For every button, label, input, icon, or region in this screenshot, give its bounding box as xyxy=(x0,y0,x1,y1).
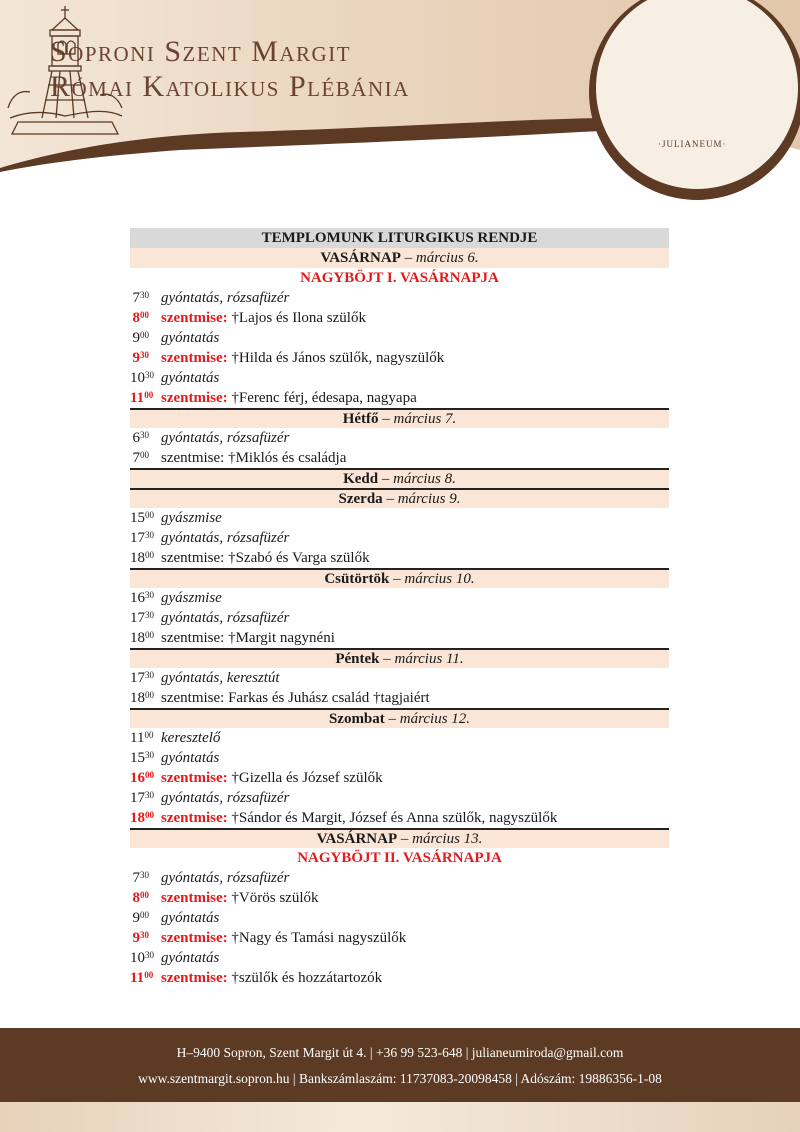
liturgical-schedule xyxy=(130,228,669,988)
time xyxy=(130,628,154,648)
time xyxy=(130,668,154,688)
time-hour: 15 xyxy=(130,510,145,526)
schedule-entry xyxy=(130,688,669,708)
entry-kind: gyóntatás, rózsafüzér xyxy=(161,530,290,546)
entry-kind: gyóntatás, keresztút xyxy=(161,670,280,686)
entry-kind: szentmise: xyxy=(161,350,228,366)
time-minute: 30 xyxy=(140,930,149,940)
time-hour: 16 xyxy=(130,590,145,606)
time-minute: 30 xyxy=(145,750,154,760)
schedule-entry xyxy=(130,628,669,648)
entry-kind: szentmise: xyxy=(161,550,225,566)
day-name: Hétfő xyxy=(342,411,379,427)
entry-intention: †Margit nagynéni xyxy=(228,630,335,646)
time xyxy=(130,968,154,988)
schedule-entry xyxy=(130,968,669,988)
time-minute: 00 xyxy=(145,690,154,700)
time-hour: 7 xyxy=(132,290,140,306)
entry-kind: szentmise: xyxy=(161,310,228,326)
time-minute: 00 xyxy=(144,730,154,740)
entry-kind: gyóntatás, rózsafüzér xyxy=(161,610,290,626)
time-minute: 30 xyxy=(140,350,149,360)
time-hour: 17 xyxy=(130,610,145,626)
time-minute: 30 xyxy=(145,950,154,960)
day-name: Csütörtök xyxy=(324,571,390,587)
day-date: – március 13. xyxy=(400,831,483,847)
time xyxy=(130,448,149,468)
time-hour: 16 xyxy=(130,770,145,786)
logo-caption: ·JULIANEUM· xyxy=(658,139,727,149)
entry-intention: †Sándor és Margit, József és Anna szülők, nagyszülők xyxy=(231,810,558,826)
day-date: – március 8. xyxy=(381,471,456,487)
schedule-entry xyxy=(130,808,669,828)
time-hour: 8 xyxy=(132,890,140,906)
time-minute: 00 xyxy=(145,550,154,560)
title-line-1: Soproni Szent Margit xyxy=(50,35,352,68)
schedule-entry xyxy=(130,508,669,528)
time xyxy=(130,308,149,328)
entry-intention: †Ferenc férj, édesapa, nagyapa xyxy=(231,390,417,406)
entry-intention: †Gizella és József szülők xyxy=(231,770,383,786)
time xyxy=(130,908,149,928)
schedule-entry xyxy=(130,668,669,688)
time-minute: 00 xyxy=(145,770,154,780)
time-hour: 18 xyxy=(130,630,145,646)
day-date: – március 10. xyxy=(393,571,475,587)
time-hour: 9 xyxy=(132,330,140,346)
entry-kind: keresztelő xyxy=(161,730,221,746)
entry-kind: szentmise: xyxy=(161,690,225,706)
time-minute: 00 xyxy=(140,890,149,900)
time xyxy=(130,808,154,828)
entry-kind: szentmise: xyxy=(161,890,228,906)
entry-kind: szentmise: xyxy=(161,810,228,826)
schedule-entry xyxy=(130,928,669,948)
time-hour: 17 xyxy=(130,670,145,686)
schedule-entry xyxy=(130,948,669,968)
entry-intention: †szülők és hozzátartozók xyxy=(231,970,383,986)
entry-kind: gyóntatás, rózsafüzér xyxy=(161,790,290,806)
entry-kind: gyászmise xyxy=(161,510,222,526)
time xyxy=(130,948,154,968)
entry-kind: gyóntatás xyxy=(161,750,220,766)
time-hour: 11 xyxy=(130,390,145,406)
schedule-entry xyxy=(130,888,669,908)
day-name: Péntek xyxy=(335,651,380,667)
day-date: – március 7. xyxy=(382,411,457,427)
day-header xyxy=(130,468,669,488)
day-name: Kedd xyxy=(343,471,379,487)
day-header xyxy=(130,648,669,668)
footer-bank-line: www.szentmargit.sopron.hu | Bankszámlaszám: 11737083-20098458 | Adószám: 19886356-1-08 xyxy=(138,1071,662,1086)
time-minute: 00 xyxy=(140,910,149,920)
time xyxy=(130,728,154,748)
day-date: – március 12. xyxy=(388,711,471,727)
time xyxy=(130,788,154,808)
schedule-entry xyxy=(130,428,669,448)
time-hour: 18 xyxy=(130,550,145,566)
time-hour: 11 xyxy=(130,970,145,986)
time xyxy=(130,868,149,888)
schedule-entry xyxy=(130,608,669,628)
time-minute: 30 xyxy=(145,530,154,540)
time-minute: 30 xyxy=(145,610,154,620)
entry-kind: gyóntatás xyxy=(161,910,220,926)
entry-kind: szentmise: xyxy=(161,970,228,986)
schedule-entry xyxy=(130,388,669,408)
time-minute: 30 xyxy=(145,790,154,800)
entry-kind: szentmise: xyxy=(161,630,225,646)
schedule-entry xyxy=(130,528,669,548)
footer-contact-line: H–9400 Sopron, Szent Margit út 4. | +36 99 523-648 | julianeumiroda@gmail.com xyxy=(176,1045,624,1060)
time-hour: 17 xyxy=(130,530,145,546)
entry-kind: szentmise: xyxy=(161,930,228,946)
time xyxy=(130,888,149,908)
time xyxy=(130,328,149,348)
entry-intention: †Hilda és János szülők, nagyszülők xyxy=(231,350,445,366)
day-date: – március 11. xyxy=(383,651,464,667)
schedule-entry xyxy=(130,348,669,368)
time-hour: 7 xyxy=(132,870,140,886)
time-minute: 30 xyxy=(140,870,149,880)
entry-kind: szentmise: xyxy=(161,450,225,466)
time-minute: 30 xyxy=(145,590,154,600)
day-name: VASÁRNAP xyxy=(320,250,401,266)
entry-kind: gyóntatás xyxy=(161,370,220,386)
entry-intention: †Vörös szülők xyxy=(231,890,319,906)
time-minute: 00 xyxy=(140,330,149,340)
schedule-entry xyxy=(130,328,669,348)
schedule-entry xyxy=(130,448,669,468)
time-hour: 7 xyxy=(132,450,140,466)
time-hour: 9 xyxy=(132,910,140,926)
time xyxy=(130,388,154,408)
time-minute: 00 xyxy=(140,310,149,320)
time-hour: 15 xyxy=(130,750,145,766)
time-hour: 18 xyxy=(130,690,145,706)
entry-intention: †Nagy és Tamási nagyszülők xyxy=(231,930,407,946)
time xyxy=(130,748,154,768)
entry-kind: gyóntatás, rózsafüzér xyxy=(161,870,290,886)
time-minute: 00 xyxy=(144,970,154,980)
time-hour: 6 xyxy=(132,430,140,446)
entry-kind: gyászmise xyxy=(161,590,222,606)
feast-title: NAGYBÖJT I. VASÁRNAPJA xyxy=(300,270,499,286)
time-hour: 9 xyxy=(132,930,140,946)
day-header xyxy=(130,828,669,848)
entry-intention: †Szabó és Varga szülők xyxy=(228,550,370,566)
entry-intention: †Lajos és Ilona szülők xyxy=(231,310,366,326)
day-name: VASÁRNAP xyxy=(316,831,398,847)
time-minute: 00 xyxy=(145,810,154,820)
day-date: – március 9. xyxy=(386,491,461,507)
feast-title: NAGYBÖJT II. VASÁRNAPJA xyxy=(297,850,502,866)
entry-kind: gyóntatás xyxy=(161,950,220,966)
title-line-2: Római Katolikus Plébánia xyxy=(50,70,410,103)
time xyxy=(130,528,154,548)
time-hour: 17 xyxy=(130,790,145,806)
time-hour: 8 xyxy=(132,310,140,326)
time-hour: 11 xyxy=(130,730,145,746)
page-footer xyxy=(0,1028,800,1102)
entry-kind: gyóntatás, rózsafüzér xyxy=(161,290,290,306)
day-header xyxy=(130,708,669,728)
schedule-entry xyxy=(130,908,669,928)
time-minute: 00 xyxy=(145,630,154,640)
time xyxy=(130,768,154,788)
time-minute: 00 xyxy=(140,450,149,460)
time-minute: 30 xyxy=(140,430,149,440)
day-date: – március 6. xyxy=(404,250,479,266)
day-header xyxy=(130,248,669,268)
entry-kind: gyóntatás xyxy=(161,330,220,346)
schedule-entry xyxy=(130,788,669,808)
schedule-entry xyxy=(130,548,669,568)
time xyxy=(130,688,154,708)
schedule-entry xyxy=(130,748,669,768)
time-minute: 30 xyxy=(145,670,154,680)
day-header xyxy=(130,408,669,428)
time xyxy=(130,928,149,948)
footer-band xyxy=(0,1102,800,1132)
time-minute: 00 xyxy=(145,510,154,520)
entry-kind: szentmise: xyxy=(161,770,228,786)
time xyxy=(130,428,149,448)
time xyxy=(130,608,154,628)
day-header xyxy=(130,488,669,508)
time-hour: 10 xyxy=(130,950,145,966)
time-minute: 30 xyxy=(140,290,149,300)
schedule-entry xyxy=(130,368,669,388)
time xyxy=(130,288,149,308)
schedule-entry xyxy=(130,768,669,788)
schedule-entry xyxy=(130,728,669,748)
time-hour: 10 xyxy=(130,370,145,386)
day-name: Szerda xyxy=(338,491,383,507)
time xyxy=(130,548,154,568)
time xyxy=(130,368,154,388)
time-minute: 00 xyxy=(144,390,154,400)
time xyxy=(130,588,154,608)
schedule-entry xyxy=(130,308,669,328)
time xyxy=(130,508,154,528)
time-hour: 9 xyxy=(132,350,140,366)
entry-intention: †Miklós és családja xyxy=(228,450,347,466)
entry-kind: gyóntatás, rózsafüzér xyxy=(161,430,290,446)
time-hour: 18 xyxy=(130,810,145,826)
day-name: Szombat xyxy=(328,711,385,727)
day-header xyxy=(130,568,669,588)
page-header xyxy=(0,0,800,215)
entry-intention: Farkas és Juhász család †tagjaiért xyxy=(228,690,430,706)
time-minute: 30 xyxy=(145,370,154,380)
schedule-heading: TEMPLOMUNK LITURGIKUS RENDJE xyxy=(130,228,669,248)
schedule-entry xyxy=(130,288,669,308)
entry-kind: szentmise: xyxy=(161,390,228,406)
time xyxy=(130,348,149,368)
schedule-entry xyxy=(130,588,669,608)
schedule-entry xyxy=(130,868,669,888)
bell-tower-logo-icon xyxy=(0,0,130,140)
